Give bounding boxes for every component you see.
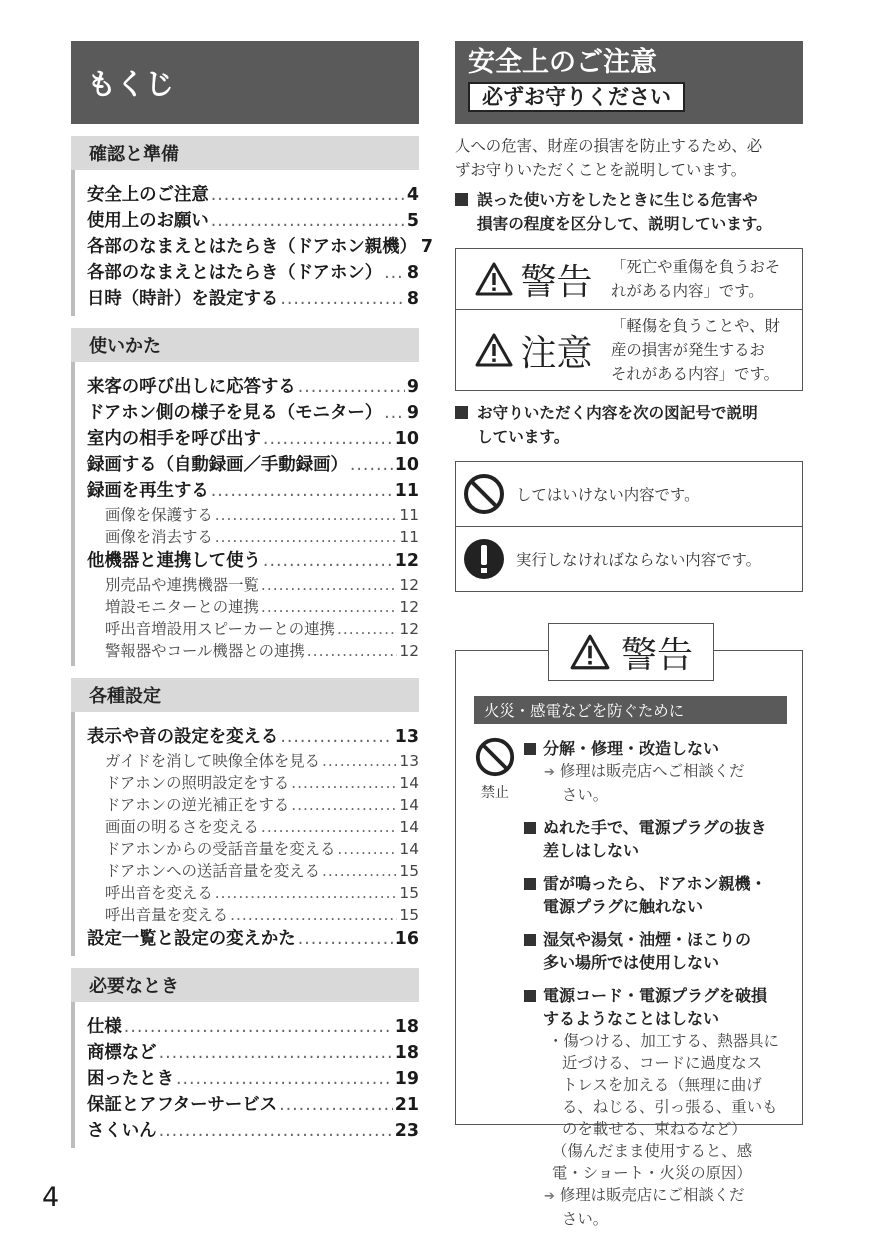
- toc-subentry[interactable]: ドアホンの照明設定をする ..... 14: [87, 772, 419, 794]
- toc-entry[interactable]: 各部のなまえとはたらき（ドアホン） ..... 8: [87, 260, 419, 286]
- toc-subentry[interactable]: 画像を消去する ..... 11: [87, 526, 419, 548]
- safety-title: 安全上のご注意: [468, 47, 657, 78]
- warning-note: ➔ 修理は販売店へご相談くだ さい。: [544, 762, 745, 804]
- toc-subentry[interactable]: 呼出音を変える ..... 15: [87, 882, 419, 904]
- safety-precautions: [455, 41, 803, 1228]
- toc-section-settings: [71, 678, 419, 956]
- toc-subentry[interactable]: ドアホンの逆光補正をする ..... 14: [87, 794, 419, 816]
- warning-triangle-icon: [569, 633, 611, 671]
- toc-subentry[interactable]: 呼出音増設用スピーカーとの連携 ..... 12: [87, 618, 419, 640]
- level-warning-row: [456, 249, 802, 309]
- warning-badge: 警告: [548, 623, 714, 681]
- toc-subentry[interactable]: ドアホンへの送話音量を変える ..... 15: [87, 860, 419, 882]
- symbol-text: してはいけない内容です。: [516, 486, 700, 504]
- caution-triangle-icon: [474, 332, 514, 368]
- warning-item: ぬれた手で、電源プラグの抜き 差しはしない: [524, 816, 790, 862]
- toc-subentry[interactable]: 呼出音量を変える ..... 15: [87, 904, 419, 926]
- level-label: 注意: [520, 332, 593, 374]
- symbol-row-mandatory: [456, 526, 802, 591]
- toc-entry[interactable]: 商標など ..... 18: [87, 1040, 419, 1066]
- level-description: 「死亡や重傷を負うおそ れがある内容」です。: [611, 258, 781, 300]
- toc-subentry[interactable]: 警報器やコール機器との連携 ..... 12: [87, 640, 419, 662]
- toc-entry[interactable]: 仕様 ..... 18: [87, 1014, 419, 1040]
- warning-box: [455, 634, 803, 1228]
- warning-triangle-icon: [474, 261, 514, 297]
- toc-subentry[interactable]: ガイドを消して映像全体を見る ..... 13: [87, 750, 419, 772]
- toc-entry[interactable]: 困ったとき ..... 19: [87, 1066, 419, 1092]
- toc-entry[interactable]: さくいん ..... 23: [87, 1118, 419, 1144]
- symbol-legend-table: [455, 461, 803, 592]
- hazard-level-table: [455, 248, 803, 391]
- toc-section-when-needed: [71, 968, 419, 1148]
- level-caution-row: [456, 309, 802, 390]
- toc-entry[interactable]: 表示や音の設定を変える ..... 13: [87, 724, 419, 750]
- toc-entry[interactable]: 安全上のご注意 ..... 4: [87, 182, 419, 208]
- mandatory-icon: [462, 537, 506, 581]
- warning-note: ➔ 修理は販売店にご相談くだ さい。: [544, 1186, 745, 1228]
- toc-entry[interactable]: 設定一覧と設定の変えかた ..... 16: [87, 926, 419, 952]
- section-heading: 使いかた: [71, 328, 419, 362]
- toc-subentry[interactable]: 増設モニターとの連携 ..... 12: [87, 596, 419, 618]
- toc-entry[interactable]: 録画を再生する ..... 11: [87, 478, 419, 504]
- toc-entry[interactable]: 室内の相手を呼び出す ..... 10: [87, 426, 419, 452]
- toc-entry[interactable]: 録画する（自動録画／手動録画） ..... 10: [87, 452, 419, 478]
- toc-subentry[interactable]: ドアホンからの受話音量を変える ..... 14: [87, 838, 419, 860]
- section-heading: 確認と準備: [71, 136, 419, 170]
- prohibition-icon: [474, 736, 516, 778]
- toc-entry[interactable]: ドアホン側の様子を見る（モニター） ..... 9: [87, 400, 419, 426]
- warning-items: [524, 737, 790, 1230]
- toc-section-preparation: [71, 136, 434, 316]
- toc-entry[interactable]: 使用上のお願い ..... 5: [87, 208, 419, 234]
- bullet-severity: 誤った使い方をしたときに生じる危害や 損害の程度を区分して、説明しています。: [455, 188, 803, 236]
- toc-entry[interactable]: 来客の呼び出しに応答する ..... 9: [87, 374, 419, 400]
- toc-subentry[interactable]: 画像を保護する ..... 11: [87, 504, 419, 526]
- section-heading: 必要なとき: [71, 968, 419, 1002]
- symbol-text: 実行しなければならない内容です。: [516, 551, 762, 569]
- table-of-contents: [71, 41, 434, 1148]
- toc-section-usage: [71, 328, 419, 666]
- page-number: 4: [42, 1182, 60, 1213]
- toc-entry[interactable]: 各部のなまえとはたらき（ドアホン親機） 7: [87, 237, 434, 257]
- toc-entry[interactable]: 日時（時計）を設定する ..... 8: [87, 286, 419, 312]
- warning-item: 湿気や湯気・油煙・ほこりの 多い場所では使用しない: [524, 928, 790, 974]
- warning-detail: ・傷つける、加工する、熱器具に 近づける、コードに過度なス トレスを加える（無理に曲げ る、ねじる、引っ張る、重いも のを載せる、束ねるなど）: [548, 1032, 779, 1138]
- safety-intro: 人への危害、財産の損害を防止するため、必 ずお守りいただくことを説明しています。: [455, 137, 763, 179]
- warning-detail-paren: （傷んだまま使用すると、感 電・ショート・火災の原因）: [552, 1142, 753, 1182]
- prohibited-marker: [474, 736, 516, 802]
- prohibition-icon: [462, 472, 506, 516]
- safety-header: [455, 41, 803, 124]
- level-label: 警告: [520, 261, 593, 303]
- warning-category-strip: 火災・感電などを防ぐために: [474, 696, 787, 724]
- toc-subentry[interactable]: 画面の明るさを変える ..... 14: [87, 816, 419, 838]
- toc-entry[interactable]: 保証とアフターサービス ..... 21: [87, 1092, 419, 1118]
- section-heading: 各種設定: [71, 678, 419, 712]
- symbol-row-prohibited: [456, 462, 802, 526]
- toc-subentry[interactable]: 別売品や連携機器一覧 ..... 12: [87, 574, 419, 596]
- warning-item: 分解・修理・改造しない: [524, 737, 790, 760]
- toc-entry[interactable]: 他機器と連携して使う ..... 12: [87, 548, 419, 574]
- warning-item: 雷が鳴ったら、ドアホン親機・ 電源プラグに触れない: [524, 872, 790, 918]
- toc-title: もくじ: [71, 41, 419, 124]
- safety-subtitle: 必ずお守りください: [468, 82, 685, 112]
- warning-item: 電源コード・電源プラグを破損 するようなことはしない: [524, 984, 790, 1030]
- level-description: 「軽傷を負うことや、財 産の損害が発生するお それがある内容」です。: [611, 317, 780, 383]
- prohibited-label: 禁止: [481, 785, 509, 801]
- bullet-symbols: お守りいただく内容を次の図記号で説明 しています。: [455, 401, 803, 449]
